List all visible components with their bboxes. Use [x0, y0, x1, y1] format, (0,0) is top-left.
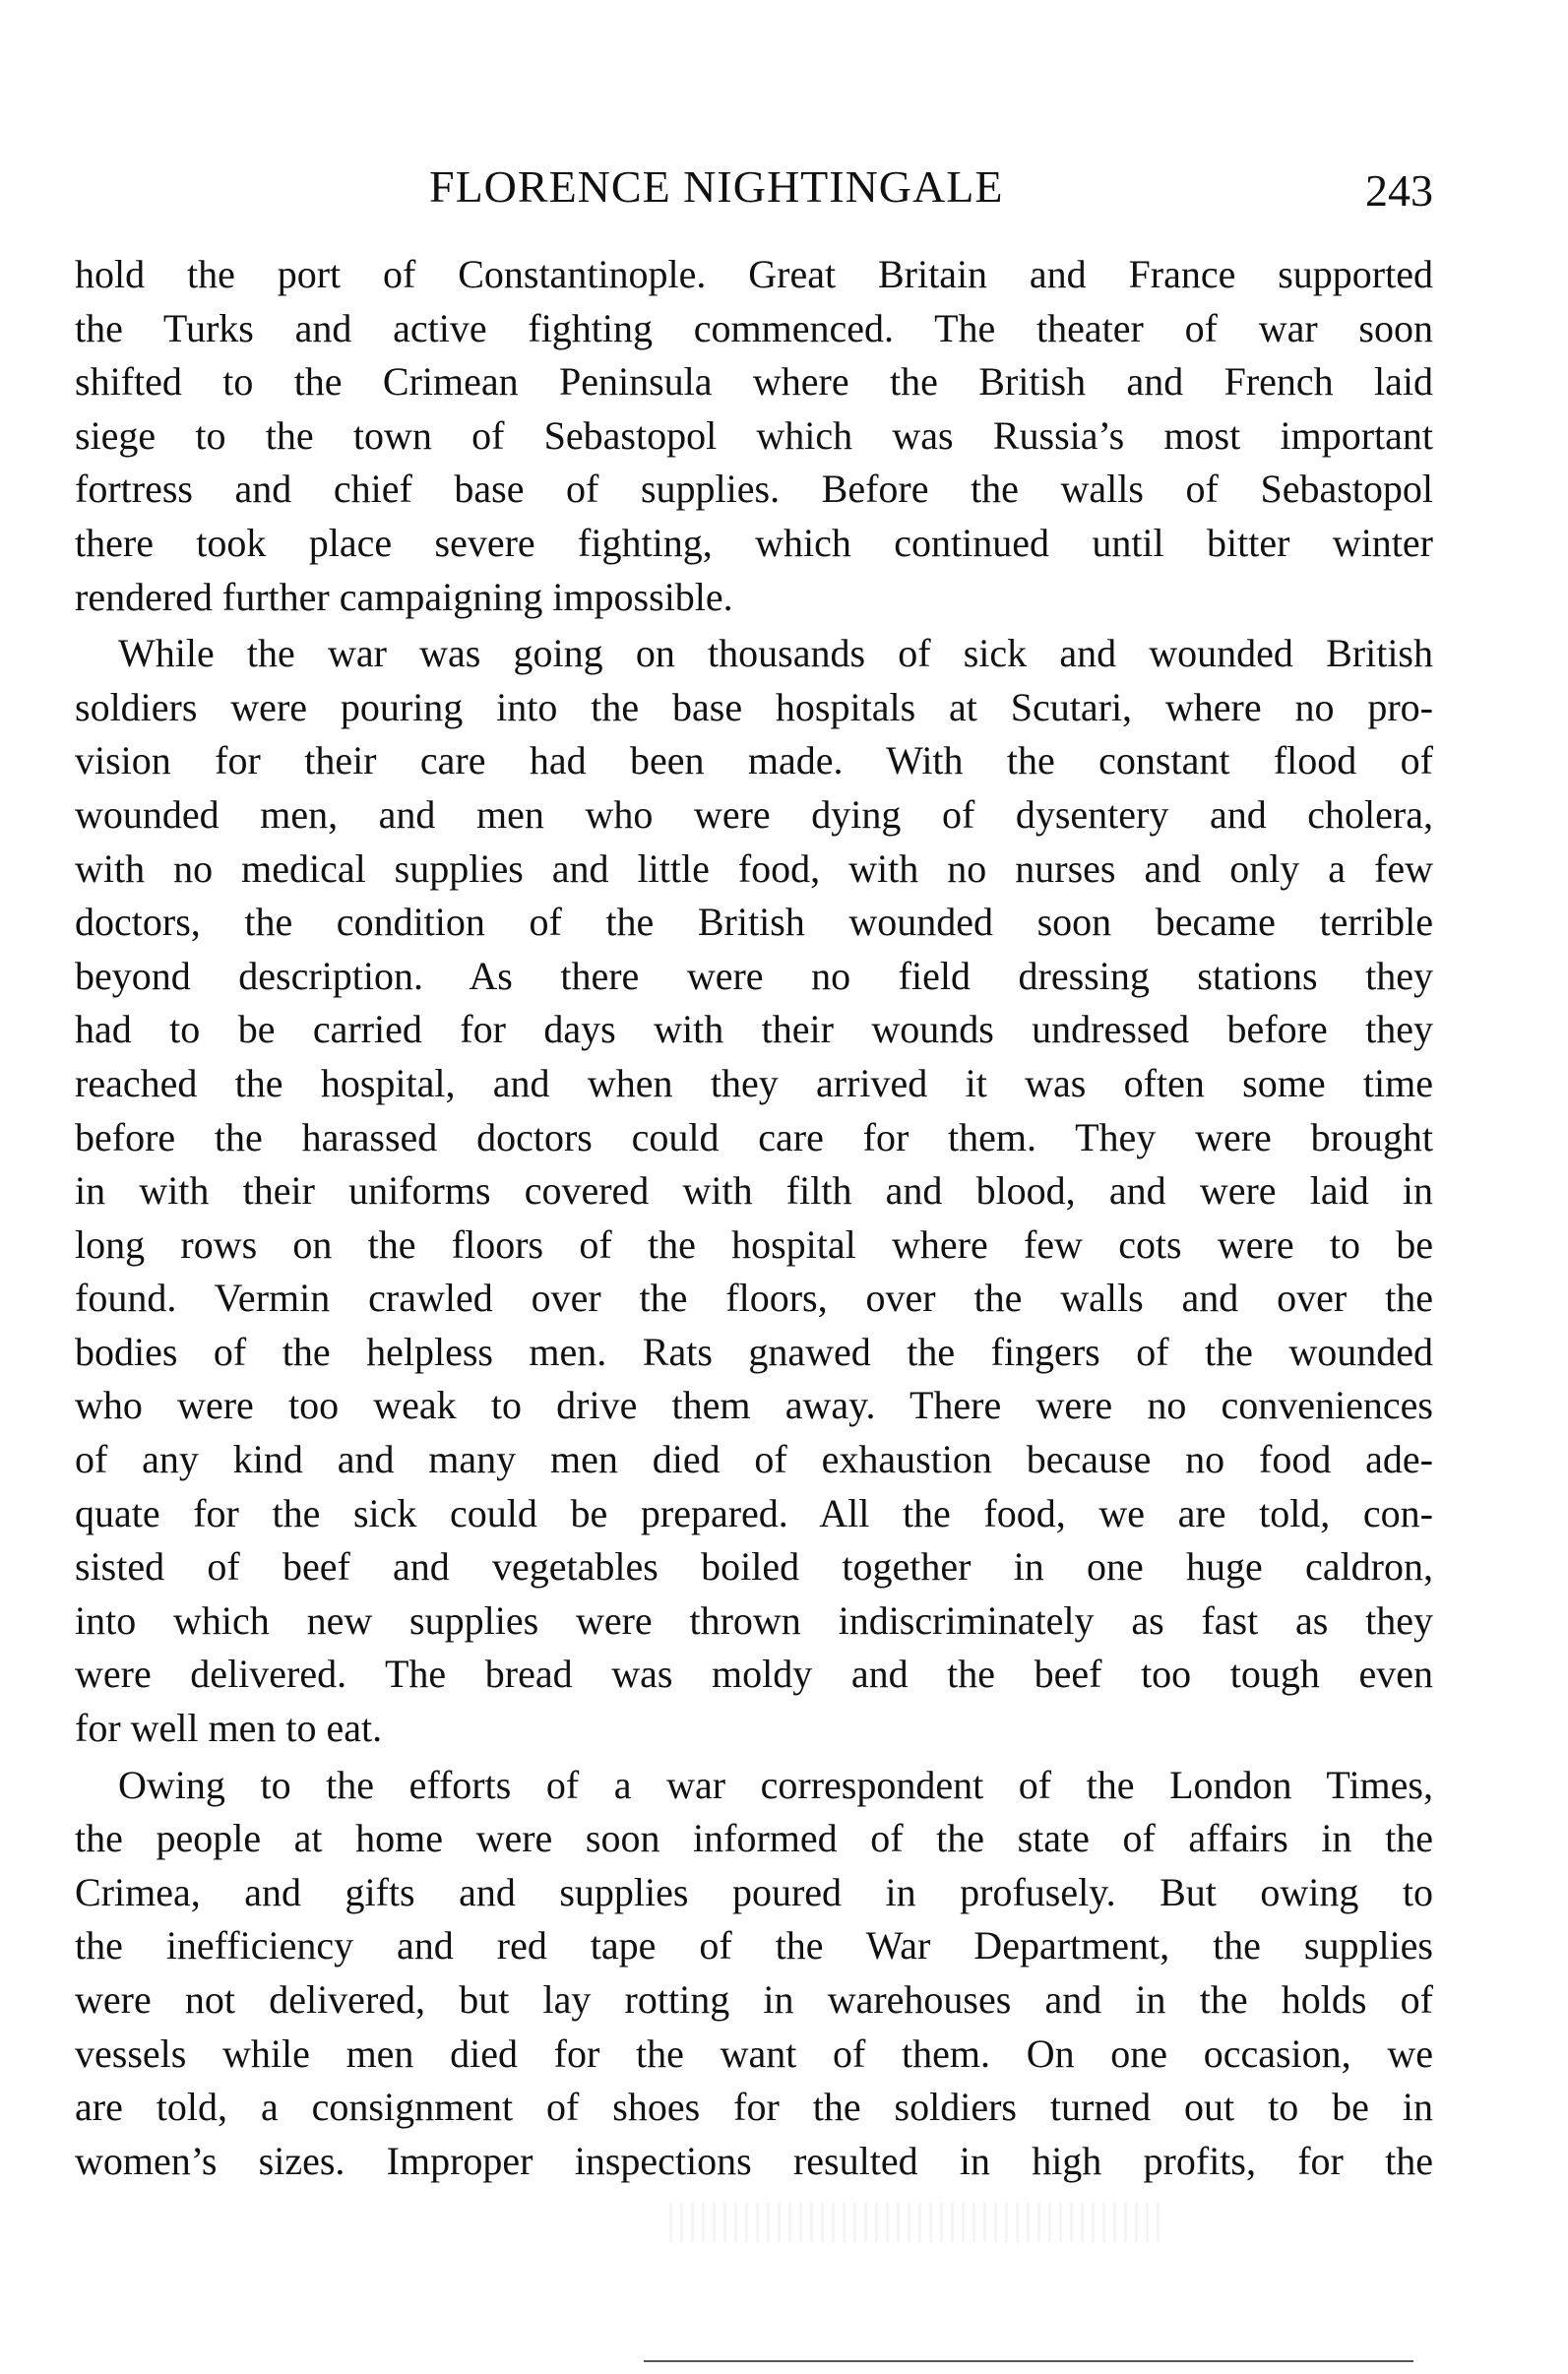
scan-smudge [669, 2203, 1161, 2242]
text-line: Owing to the efforts of a war correspondent of the London Times, [118, 1762, 1433, 1807]
text-line: with no medical supplies and little food, with no nurses and only a few [75, 845, 1433, 891]
text-line: shifted to the Crimean Peninsula where the British and French laid [75, 359, 1433, 405]
text-line: bodies of the helpless men. Rats gnawed the fingers of the wounded [75, 1329, 1433, 1374]
text-line: sisted of beef and vegetables boiled together in one huge caldron, [75, 1544, 1433, 1590]
text-line: found. Vermin crawled over the floors, over the walls and over the [75, 1276, 1433, 1321]
text-line: beyond description. As there were no field dressing stations they [75, 953, 1433, 998]
text-line: fortress and chief base of supplies. Before the walls of Sebastopol [75, 467, 1433, 512]
text-line: of any kind and many men died of exhaustion because no food ade- [75, 1437, 1433, 1482]
text-line: the Turks and active fighting commenced. The theater of war soon [75, 305, 1433, 350]
text-line: wounded men, and men who were dying of dysentery and cholera, [75, 791, 1433, 837]
text-line: there took place severe fighting, which continued until bitter winter [75, 520, 1433, 565]
text-line: siege to the town of Sebastopol which was Russia’s most important [75, 412, 1433, 458]
text-line: in with their uniforms covered with filth and blood, and were laid in [75, 1168, 1433, 1214]
text-line: had to be carried for days with their wounds undressed before they [75, 1007, 1433, 1052]
text-line: soldiers were pouring into the base hospitals at Scutari, where no pro- [75, 684, 1433, 729]
text-line: the people at home were soon informed of the state of affairs in the [75, 1816, 1433, 1861]
text-line: vessels while men died for the want of them. On one occasion, we [75, 2030, 1433, 2076]
text-line: doctors, the condition of the British wounded soon became terrible [75, 900, 1433, 945]
text-line: Crimea, and gifts and supplies poured in profusely. But owing to [75, 1869, 1433, 1914]
text-line: rendered further campaigning impossible. [75, 574, 733, 619]
running-title: FLORENCE NIGHTINGALE [429, 161, 1004, 212]
page-number: 243 [1365, 165, 1433, 216]
text-line: who were too weak to drive them away. There were no conveniences [75, 1383, 1433, 1428]
text-line: were not delivered, but lay rotting in warehouses and in the holds of [75, 1977, 1433, 2022]
paragraph-1 [75, 248, 1433, 624]
paragraph-3 [75, 1759, 1433, 2189]
text-line: While the war was going on thousands of sick and wounded British [118, 631, 1433, 676]
text-line: reached the hospital, and when they arrived it was often some time [75, 1060, 1433, 1105]
text-line: the inefficiency and red tape of the War Department, the supplies [75, 1923, 1433, 1968]
text-line: women’s sizes. Improper inspections resulted in high profits, for the [75, 2138, 1433, 2183]
running-head [75, 157, 1433, 217]
paragraph-2 [75, 627, 1433, 1755]
text-line: quate for the sick could be prepared. All the food, we are told, con- [75, 1490, 1433, 1535]
text-line: hold the port of Constantinople. Great Britain and France supported [75, 252, 1433, 296]
text-line: into which new supplies were thrown indiscriminately as fast as they [75, 1597, 1433, 1643]
text-line: were delivered. The bread was moldy and the beef too tough even [75, 1652, 1433, 1697]
text-line: before the harassed doctors could care for them. They were brought [75, 1114, 1433, 1159]
text-line: for well men to eat. [75, 1706, 383, 1751]
body-text [75, 248, 1433, 2188]
text-line: long rows on the floors of the hospital where few cots were to be [75, 1221, 1433, 1267]
text-line: vision for their care had been made. With the constant flood of [75, 738, 1433, 783]
footer-rule [644, 2360, 1413, 2362]
text-line: are told, a consignment of shoes for the soldiers turned out to be in [75, 2085, 1433, 2130]
